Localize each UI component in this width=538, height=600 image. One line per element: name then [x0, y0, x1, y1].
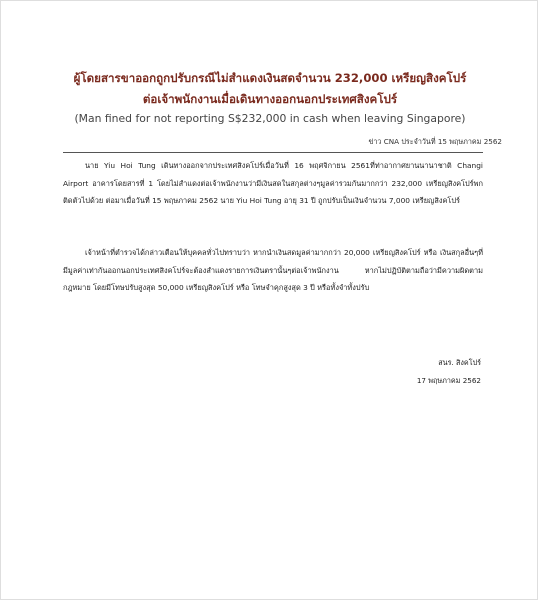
- signature-date: 17 พฤษภาคม 2562: [416, 376, 481, 385]
- signature-office: สนร. สิงคโปร์: [438, 358, 481, 367]
- document-title-line-2: ต่อเจ้าพนักงานเมื่อเดินทางออกนอกประเทศสิงคโปร์: [142, 92, 398, 106]
- document-subtitle: (Man fined for not reporting S$232,000 in cash when leaving Singapore): [74, 112, 466, 125]
- news-source-line: ข่าว CNA ประจำวันที่ 15 พฤษภาคม 2562: [368, 137, 502, 146]
- body-paragraph-1: นาย Yiu Hoi Tung เดินทางออกจากประเทศสิงคโปร์เมื่อวันที่ 16 พฤศจิกายน 2561ที่ท่าอากาศยานนานาชาติ Changi Airport อาคารโดยสารที่ 1 โดยไม่สำแดงต่อเจ้าพนักงานว่ามีเงินสดในสกุลต่างๆมูลค่ารวมกันมากกว่า 232,000 เหรียญสิงคโปร์พกติดตัวไปด้วย ต่อมาเมื่อวันที่ 15 พฤษภาคม 2562 นาย Yiu Hoi Tung อายุ 31 ปี ถูกปรับเป็นเงินจำนวน 7,000 เหรียญสิงคโปร์: [63, 161, 483, 205]
- divider: [63, 152, 483, 153]
- body-paragraph-2: เจ้าหน้าที่ตำรวจได้กล่าวเตือนให้บุคคลทั่วไปทราบว่า หากนำเงินสดมูลค่ามากกว่า 20,000 เหรียญสิงคโปร์ หรือ เงินสกุลอื่นๆที่มีมูลค่าเท่ากันออกนอกประเทศสิงคโปร์จะต้องสำแดงรายการเงินตรานั้นๆต่อเจ้าพนักงาน หากไม่ปฏิบัติตามถือว่ามีความผิดตามกฎหมาย โดยมีโทษปรับสูงสุด 50,000 เหรียญสิงคโปร์ หรือ โทษจำคุกสูงสุด 3 ปี หรือทั้งจำทั้งปรับ: [63, 248, 483, 292]
- document-title-line-1: ผู้โดยสารขาออกถูกปรับกรณีไม่สำแดงเงินสดจำนวน 232,000 เหรียญสิงคโปร์: [73, 71, 467, 85]
